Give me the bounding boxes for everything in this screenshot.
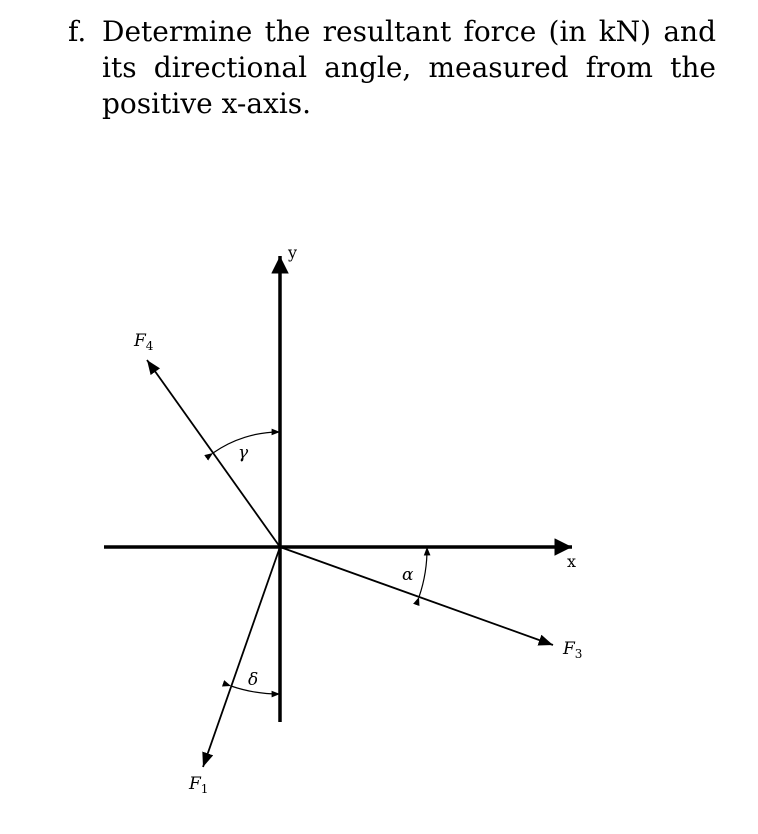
alpha-angle-label: α — [402, 565, 414, 585]
y-axis-label: y — [288, 243, 298, 262]
force-f4-subscript: 4 — [145, 339, 154, 353]
force-f4-symbol: F — [134, 331, 146, 351]
force-f1-subscript: 1 — [200, 782, 209, 796]
x-axis-label: x — [567, 552, 577, 571]
gamma-angle-label: γ — [238, 443, 249, 463]
force-f1-symbol: F — [189, 774, 201, 794]
force-f1-label — [188, 774, 208, 796]
force-f3-vector — [280, 547, 553, 645]
delta-angle-label: δ — [248, 670, 259, 690]
force-f4-label — [133, 331, 154, 353]
alpha-angle-arc — [419, 547, 427, 597]
force-f3-label — [562, 639, 582, 661]
force-f1-vector — [203, 547, 280, 767]
force-f3-symbol: F — [563, 639, 575, 659]
problem-text: Determine the resultant force (in kN) and its directional angle, measured from the positive x-axis. — [102, 15, 716, 120]
problem-label: f. — [68, 15, 87, 48]
force-f4-vector — [147, 360, 280, 547]
force-f3-subscript: 3 — [574, 647, 583, 661]
